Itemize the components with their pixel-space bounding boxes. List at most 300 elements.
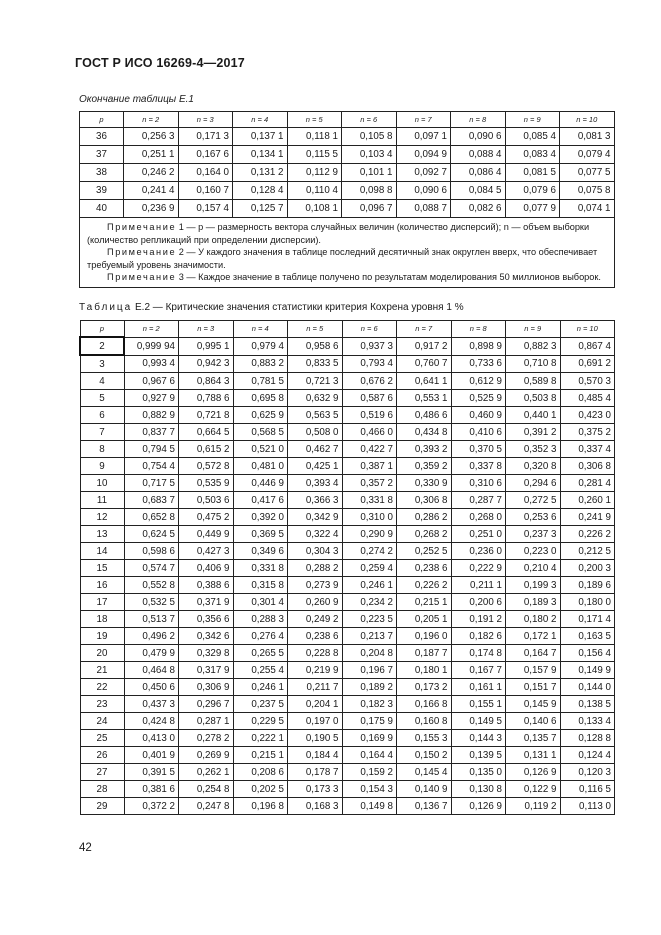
table-cell: 0,259 4: [342, 560, 397, 577]
table-cell: 0,101 1: [342, 164, 397, 182]
table-cell: 0,563 5: [288, 407, 343, 424]
row-p-value: 22: [80, 679, 124, 696]
table-cell: 0,837 7: [124, 424, 179, 441]
table1-header-row: [80, 112, 615, 128]
table-cell: 0,167 6: [178, 146, 233, 164]
note-paragraph: [87, 221, 609, 246]
table-cell: 0,126 9: [506, 764, 561, 781]
table-cell: 0,098 8: [342, 182, 397, 200]
table-cell: 0,241 9: [560, 509, 615, 526]
table-cell: 0,246 1: [342, 577, 397, 594]
table-row: [80, 543, 615, 560]
table-cell: 0,253 6: [506, 509, 561, 526]
table-cell: 0,278 2: [179, 730, 234, 747]
table-cell: 0,249 2: [288, 611, 343, 628]
table-cell: 0,521 0: [233, 441, 288, 458]
row-p-value: 12: [80, 509, 124, 526]
table-row: [80, 128, 615, 146]
table-cell: 0,598 6: [124, 543, 179, 560]
table-row: [80, 713, 615, 730]
table-cell: 0,172 1: [506, 628, 561, 645]
table-cell: 0,301 4: [233, 594, 288, 611]
table-row: [80, 577, 615, 594]
table-cell: 0,164 4: [342, 747, 397, 764]
table-row: [80, 200, 615, 218]
table-cell: 0,128 4: [233, 182, 288, 200]
column-header: n = 7: [396, 112, 451, 128]
table-cell: 0,184 4: [288, 747, 343, 764]
table-cell: 0,359 2: [397, 458, 452, 475]
table-cell: 0,196 0: [397, 628, 452, 645]
table-row: [80, 526, 615, 543]
table-cell: 0,255 4: [233, 662, 288, 679]
table-cell: 0,215 1: [397, 594, 452, 611]
table-cell: 0,331 8: [233, 560, 288, 577]
table-cell: 0,695 8: [233, 390, 288, 407]
table-row: [80, 164, 615, 182]
table-cell: 0,144 0: [560, 679, 615, 696]
table-cell: 0,794 5: [124, 441, 179, 458]
column-header: n = 2: [124, 321, 179, 338]
table-cell: 0,159 2: [342, 764, 397, 781]
table-cell: 0,200 6: [451, 594, 506, 611]
table-cell: 0,286 2: [397, 509, 452, 526]
table-cell: 0,118 1: [287, 128, 342, 146]
table-cell: 0,401 9: [124, 747, 179, 764]
row-p-value: 13: [80, 526, 124, 543]
table-row: [80, 730, 615, 747]
table-cell: 0,381 6: [124, 781, 179, 798]
column-header: n = 8: [451, 321, 506, 338]
table-cell: 0,375 2: [560, 424, 615, 441]
table-cell: 0,553 1: [397, 390, 452, 407]
table-cell: 0,265 5: [233, 645, 288, 662]
table2-caption: [79, 302, 464, 313]
table-cell: 0,294 6: [506, 475, 561, 492]
table-cell: 0,342 6: [179, 628, 234, 645]
table-cell: 0,466 0: [342, 424, 397, 441]
table-cell: 0,190 5: [288, 730, 343, 747]
table-cell: 0,898 9: [451, 337, 506, 355]
table-cell: 0,721 3: [288, 373, 343, 390]
row-p-value: 9: [80, 458, 124, 475]
table-cell: 0,156 4: [560, 645, 615, 662]
table-cell: 0,149 9: [560, 662, 615, 679]
table-cell: 0,274 2: [342, 543, 397, 560]
table-row: [80, 355, 615, 373]
table-cell: 0,167 7: [451, 662, 506, 679]
table-cell: 0,133 4: [560, 713, 615, 730]
row-p-value: 23: [80, 696, 124, 713]
table2-caption-text: Е.2 — Критические значения статистики критерия Кохрена уровня 1 %: [132, 302, 464, 313]
table-cell: 0,196 7: [342, 662, 397, 679]
table-cell: 0,322 4: [288, 526, 343, 543]
table-cell: 0,144 3: [451, 730, 506, 747]
table-cell: 0,691 2: [560, 355, 615, 373]
row-p-value: 27: [80, 764, 124, 781]
row-p-value: 5: [80, 390, 124, 407]
table-e2-cochran-critical-values: [79, 320, 615, 815]
table-cell: 0,446 9: [233, 475, 288, 492]
table-cell: 0,130 8: [451, 781, 506, 798]
table-cell: 0,993 4: [124, 355, 179, 373]
table-cell: 0,425 1: [288, 458, 343, 475]
row-p-value: 6: [80, 407, 124, 424]
table-cell: 0,357 2: [342, 475, 397, 492]
table-cell: 0,182 6: [451, 628, 506, 645]
table1-notes: [80, 218, 615, 288]
table-cell: 0,262 1: [179, 764, 234, 781]
table-cell: 0,169 9: [342, 730, 397, 747]
table-cell: 0,315 8: [233, 577, 288, 594]
table-cell: 0,074 1: [560, 200, 615, 218]
table-cell: 0,320 8: [506, 458, 561, 475]
table-cell: 0,173 3: [288, 781, 343, 798]
table2-header-row: [80, 321, 615, 338]
page-number: 42: [79, 842, 92, 854]
table-cell: 0,126 9: [451, 798, 506, 815]
row-p-value: 24: [80, 713, 124, 730]
table-cell: 0,624 5: [124, 526, 179, 543]
table-cell: 0,155 1: [451, 696, 506, 713]
table-cell: 0,189 2: [342, 679, 397, 696]
table-cell: 0,306 8: [560, 458, 615, 475]
table-cell: 0,150 2: [397, 747, 452, 764]
table-row: [80, 611, 615, 628]
table-cell: 0,460 9: [451, 407, 506, 424]
table-cell: 0,664 5: [179, 424, 234, 441]
table-cell: 0,211 7: [288, 679, 343, 696]
table-cell: 0,163 5: [560, 628, 615, 645]
table-cell: 0,222 9: [451, 560, 506, 577]
table-cell: 0,238 6: [397, 560, 452, 577]
row-p-value: 20: [80, 645, 124, 662]
table-cell: 0,535 9: [179, 475, 234, 492]
table-cell: 0,149 8: [342, 798, 397, 815]
row-p-value: 17: [80, 594, 124, 611]
table-cell: 0,154 3: [342, 781, 397, 798]
table-cell: 0,223 0: [506, 543, 561, 560]
column-header: n = 3: [178, 112, 233, 128]
table-cell: 0,760 7: [397, 355, 452, 373]
table-cell: 0,370 5: [451, 441, 506, 458]
table-cell: 0,393 4: [288, 475, 343, 492]
table-cell: 0,182 3: [342, 696, 397, 713]
table-cell: 0,122 9: [506, 781, 561, 798]
table-cell: 0,525 9: [451, 390, 506, 407]
table-cell: 0,086 4: [451, 164, 506, 182]
table-row: [80, 781, 615, 798]
table1-notes-row: [80, 218, 615, 288]
table-cell: 0,226 2: [560, 526, 615, 543]
row-p-value: 38: [80, 164, 124, 182]
table-cell: 0,196 8: [233, 798, 288, 815]
table-cell: 0,276 4: [233, 628, 288, 645]
table-cell: 0,168 3: [288, 798, 343, 815]
table-cell: 0,213 7: [342, 628, 397, 645]
table-cell: 0,387 1: [342, 458, 397, 475]
table-cell: 0,173 2: [397, 679, 452, 696]
table-cell: 0,475 2: [179, 509, 234, 526]
table-cell: 0,349 6: [233, 543, 288, 560]
table-cell: 0,187 7: [397, 645, 452, 662]
table-cell: 0,246 2: [124, 164, 179, 182]
column-header: n = 6: [342, 321, 397, 338]
table-cell: 0,112 9: [287, 164, 342, 182]
table-cell: 0,290 9: [342, 526, 397, 543]
note-label: Примечание: [107, 222, 177, 232]
table-cell: 0,160 7: [178, 182, 233, 200]
table-cell: 0,145 9: [506, 696, 561, 713]
table-cell: 0,166 8: [397, 696, 452, 713]
table-cell: 0,304 3: [288, 543, 343, 560]
table-cell: 0,113 0: [560, 798, 615, 815]
row-p-value: 3: [80, 355, 124, 373]
row-p-value: 37: [80, 146, 124, 164]
table-cell: 0,175 9: [342, 713, 397, 730]
row-p-value: 36: [80, 128, 124, 146]
row-p-value: 18: [80, 611, 124, 628]
table-row: [80, 628, 615, 645]
table-cell: 0,632 9: [288, 390, 343, 407]
table-cell: 0,180 2: [506, 611, 561, 628]
table-cell: 0,082 6: [451, 200, 506, 218]
table-cell: 0,269 9: [179, 747, 234, 764]
table-cell: 0,164 0: [178, 164, 233, 182]
table-cell: 0,422 7: [342, 441, 397, 458]
table-cell: 0,587 6: [342, 390, 397, 407]
table-cell: 0,352 3: [506, 441, 561, 458]
table-cell: 0,084 5: [451, 182, 506, 200]
table-cell: 0,077 9: [505, 200, 560, 218]
table-cell: 0,882 3: [506, 337, 561, 355]
row-p-value: 28: [80, 781, 124, 798]
row-p-value: 19: [80, 628, 124, 645]
table-cell: 0,189 3: [506, 594, 561, 611]
table-cell: 0,958 6: [288, 337, 343, 355]
table-cell: 0,486 6: [397, 407, 452, 424]
column-header: n = 5: [287, 112, 342, 128]
row-p-value: 39: [80, 182, 124, 200]
column-header: n = 9: [505, 112, 560, 128]
table-cell: 0,281 4: [560, 475, 615, 492]
table-row: [80, 798, 615, 815]
table-cell: 0,434 8: [397, 424, 452, 441]
table-cell: 0,077 5: [560, 164, 615, 182]
table-cell: 0,568 5: [233, 424, 288, 441]
table-cell: 0,317 9: [179, 662, 234, 679]
row-p-value: 11: [80, 492, 124, 509]
row-p-value: 4: [80, 373, 124, 390]
note-label: Примечание: [107, 247, 177, 258]
table-row: [80, 662, 615, 679]
table-row: [80, 645, 615, 662]
table-cell: 0,572 8: [179, 458, 234, 475]
table-row: [80, 492, 615, 509]
table-cell: 0,310 0: [342, 509, 397, 526]
table-cell: 0,256 3: [124, 128, 179, 146]
table-row: [80, 594, 615, 611]
note-paragraph: [87, 246, 609, 271]
row-p-value: 2: [80, 337, 124, 355]
row-p-value: 25: [80, 730, 124, 747]
row-p-value: 29: [80, 798, 124, 815]
table-cell: 0,479 9: [124, 645, 179, 662]
table-cell: 0,094 9: [396, 146, 451, 164]
table-cell: 0,519 6: [342, 407, 397, 424]
table-cell: 0,208 6: [233, 764, 288, 781]
table-cell: 0,366 3: [288, 492, 343, 509]
table-cell: 0,083 4: [505, 146, 560, 164]
table-cell: 0,589 8: [506, 373, 561, 390]
table-cell: 0,967 6: [124, 373, 179, 390]
table-cell: 0,205 1: [397, 611, 452, 628]
table-cell: 0,574 7: [124, 560, 179, 577]
table-cell: 0,306 9: [179, 679, 234, 696]
table-cell: 0,219 9: [288, 662, 343, 679]
table-cell: 0,440 1: [506, 407, 561, 424]
table-cell: 0,570 3: [560, 373, 615, 390]
table-cell: 0,097 1: [396, 128, 451, 146]
table-cell: 0,210 4: [506, 560, 561, 577]
page-header-standard: ГОСТ Р ИСО 16269-4—2017: [75, 56, 245, 70]
table-cell: 0,331 8: [342, 492, 397, 509]
table-cell: 0,088 7: [396, 200, 451, 218]
table-cell: 0,135 0: [451, 764, 506, 781]
table-cell: 0,450 6: [124, 679, 179, 696]
table-cell: 0,125 7: [233, 200, 288, 218]
table-cell: 0,388 6: [179, 577, 234, 594]
table-cell: 0,369 5: [233, 526, 288, 543]
table-cell: 0,149 5: [451, 713, 506, 730]
row-p-value: 40: [80, 200, 124, 218]
table-cell: 0,754 4: [124, 458, 179, 475]
table-cell: 0,393 2: [397, 441, 452, 458]
table-cell: 0,413 0: [124, 730, 179, 747]
table-cell: 0,329 8: [179, 645, 234, 662]
table-cell: 0,202 5: [233, 781, 288, 798]
table-cell: 0,330 9: [397, 475, 452, 492]
table-cell: 0,199 3: [506, 577, 561, 594]
table-cell: 0,110 4: [287, 182, 342, 200]
table-cell: 0,204 1: [288, 696, 343, 713]
row-p-value: 14: [80, 543, 124, 560]
note-paragraph: [87, 271, 609, 284]
table-e1-continuation: [79, 111, 615, 288]
table-cell: 0,092 7: [396, 164, 451, 182]
table-cell: 0,137 1: [233, 128, 288, 146]
table-cell: 0,115 5: [287, 146, 342, 164]
table-cell: 0,287 7: [451, 492, 506, 509]
table-cell: 0,079 4: [560, 146, 615, 164]
table-cell: 0,237 5: [233, 696, 288, 713]
table-cell: 0,883 2: [233, 355, 288, 373]
table-cell: 0,496 2: [124, 628, 179, 645]
table-cell: 0,229 5: [233, 713, 288, 730]
table-cell: 0,197 0: [288, 713, 343, 730]
table-cell: 0,120 3: [560, 764, 615, 781]
table-cell: 0,212 5: [560, 543, 615, 560]
table-cell: 0,288 3: [233, 611, 288, 628]
table-cell: 0,131 2: [233, 164, 288, 182]
table-cell: 0,406 9: [179, 560, 234, 577]
table-cell: 0,995 1: [179, 337, 234, 355]
table-cell: 0,157 9: [506, 662, 561, 679]
column-header: n = 10: [560, 112, 615, 128]
table-row: [80, 679, 615, 696]
table-cell: 0,236 0: [451, 543, 506, 560]
note-text: 2 — У каждого значения в таблице последний десятичный знак округлен вверх, что обеспечивает требуемый уровень значимости.: [87, 247, 598, 270]
table-cell: 0,108 1: [287, 200, 342, 218]
table-cell: 0,222 1: [233, 730, 288, 747]
table-cell: 0,254 8: [179, 781, 234, 798]
table-cell: 0,503 8: [506, 390, 561, 407]
table-row: [80, 390, 615, 407]
table-cell: 0,251 0: [451, 526, 506, 543]
table-cell: 0,337 8: [451, 458, 506, 475]
table-row: [80, 475, 615, 492]
table-cell: 0,391 2: [506, 424, 561, 441]
note-text: 1 — p — размерность вектора случайных величин (количество дисперсий); n — объем выборки (количество репликаций при определении дисперсии).: [87, 222, 590, 245]
table2-caption-label: Таблица: [79, 302, 133, 313]
column-header: n = 6: [342, 112, 397, 128]
table-row: [80, 373, 615, 390]
row-p-value: 21: [80, 662, 124, 679]
table-cell: 0,371 9: [179, 594, 234, 611]
table-cell: 0,228 8: [288, 645, 343, 662]
table-cell: 0,513 7: [124, 611, 179, 628]
table-cell: 0,612 9: [451, 373, 506, 390]
table-cell: 0,641 1: [397, 373, 452, 390]
table-cell: 0,234 2: [342, 594, 397, 611]
row-p-value: 10: [80, 475, 124, 492]
table-cell: 0,437 3: [124, 696, 179, 713]
table-cell: 0,372 2: [124, 798, 179, 815]
table-cell: 0,247 8: [179, 798, 234, 815]
table-cell: 0,503 6: [179, 492, 234, 509]
table-cell: 0,793 4: [342, 355, 397, 373]
table-cell: 0,260 9: [288, 594, 343, 611]
table-cell: 0,161 1: [451, 679, 506, 696]
table-cell: 0,423 0: [560, 407, 615, 424]
table-cell: 0,090 6: [396, 182, 451, 200]
table-row: [80, 146, 615, 164]
table-cell: 0,417 6: [233, 492, 288, 509]
table-cell: 0,135 7: [506, 730, 561, 747]
table-cell: 0,191 2: [451, 611, 506, 628]
table-cell: 0,180 1: [397, 662, 452, 679]
table-cell: 0,090 6: [451, 128, 506, 146]
table-cell: 0,532 5: [124, 594, 179, 611]
table-cell: 0,272 5: [506, 492, 561, 509]
table-row: [80, 458, 615, 475]
table-row: [80, 764, 615, 781]
table-cell: 0,710 8: [506, 355, 561, 373]
table-row: [80, 424, 615, 441]
table-cell: 0,485 4: [560, 390, 615, 407]
table-row: [80, 696, 615, 713]
table-cell: 0,867 4: [560, 337, 615, 355]
table-cell: 0,882 9: [124, 407, 179, 424]
table-cell: 0,238 6: [288, 628, 343, 645]
table-cell: 0,427 3: [179, 543, 234, 560]
table-cell: 0,131 1: [506, 747, 561, 764]
table-cell: 0,075 8: [560, 182, 615, 200]
table-cell: 0,164 7: [506, 645, 561, 662]
table-cell: 0,157 4: [178, 200, 233, 218]
table-cell: 0,464 8: [124, 662, 179, 679]
row-p-value: 15: [80, 560, 124, 577]
